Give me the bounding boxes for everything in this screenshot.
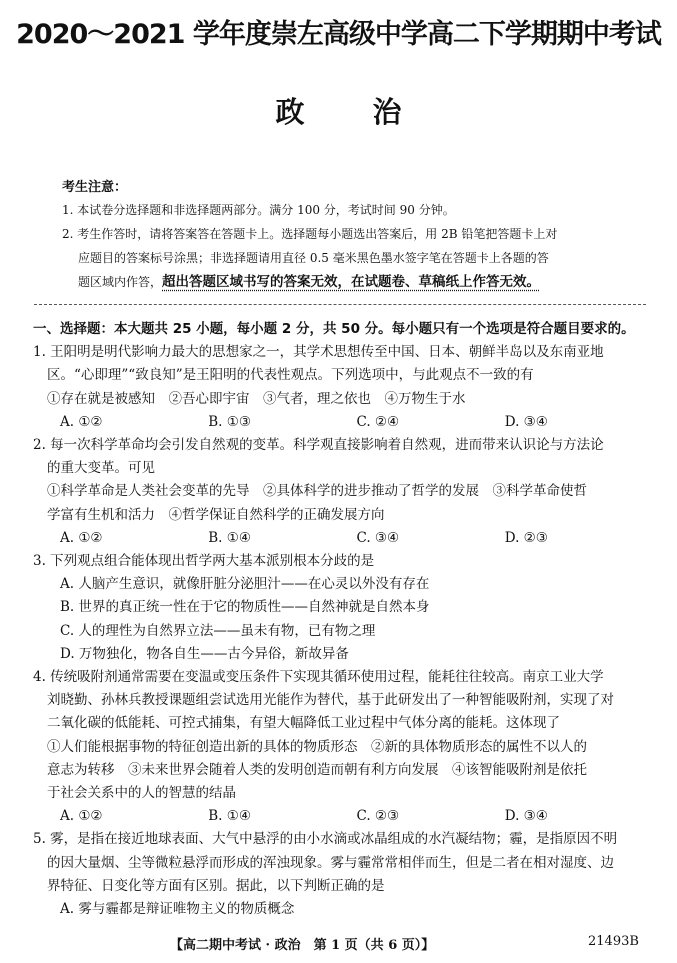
q4-line-1: 4. 传统吸附剂通常需要在变温或变压条件下实现其循环使用过程，能耗往往较高。南京工业大学	[33, 669, 604, 686]
q2-option-d: D. ②③	[504, 529, 548, 546]
q1-line-1: 1. 王阳明是明代影响力最大的思想家之一，其学术思想传至中国、日本、朝鲜半岛以及东南亚地	[33, 344, 604, 361]
q1-line-3: ①存在就是被感知 ②吾心即宇宙 ③气者，理之依也 ④万物生于水	[47, 390, 466, 407]
q4-option-c: C. ②③	[356, 808, 400, 825]
subject-char-1: 政	[275, 95, 305, 129]
question-body	[33, 318, 653, 921]
q1-line-2: 区。“心即理”“致良知”是王阳明的代表性观点。下列选项中，与此观点不一致的有	[47, 367, 534, 384]
q4-options	[33, 805, 653, 828]
q4-line-4: ①人们能根据事物的特征创造出新的具体的物质形态 ②新的具体物质形态的属性不以人的	[47, 738, 587, 755]
q1-options	[33, 411, 653, 434]
q1-option-c: C. ②④	[356, 413, 400, 430]
subject-title	[0, 90, 677, 131]
q5-line-3: 界特征、日变化等方面有区别。据此，以下判断正确的是	[47, 877, 385, 894]
q4-option-d: D. ③④	[504, 808, 548, 825]
q3-line-1: 3. 下列观点组合能体现出哲学两大基本派别根本分歧的是	[33, 553, 375, 570]
notice-item-1: 1. 本试卷分选择题和非选择题两部分。满分 100 分，考试时间 90 分钟。	[62, 203, 455, 217]
q1-option-b: B. ①③	[208, 413, 251, 430]
q4-line-6: 于社会关系中的人的智慧的结晶	[47, 785, 236, 802]
q4-option-a: A. ①②	[60, 808, 103, 825]
notice-item-2-line-2: 应题目的答案标号涂黑；非选择题请用直径 0.5 毫米黑色墨水签字笔在答题卡上各题的答	[78, 251, 549, 265]
q2-option-a: A. ①②	[60, 529, 103, 546]
q2-line-3: ①科学革命是人类社会变革的先导 ②具体科学的进步推动了哲学的发展 ③科学革命使哲	[47, 483, 587, 500]
q4-option-b: B. ①④	[208, 808, 251, 825]
candidate-notice	[62, 178, 642, 294]
q5-line-2: 的因大量烟、尘等微粒悬浮而形成的浑浊现象。雾与霾常常相伴而生，但是二者在相对湿度、边	[47, 854, 614, 871]
notice-heading: 考生注意：	[62, 180, 128, 195]
section-heading: 一、选择题：本大题共 25 小题，每小题 2 分，共 50 分。每小题只有一个选项是符合题目要求的。	[33, 321, 635, 337]
notice-emphasis: 超出答题区域书写的答案无效，在试题卷、草稿纸上作答无效。	[162, 274, 541, 290]
q1-option-d: D. ③④	[504, 413, 548, 430]
footer-exam-code: 21493B	[588, 934, 639, 949]
q3-option-b: B. 世界的真正统一性在于它的物质性——自然神就是自然本身	[60, 599, 430, 616]
q3-option-c: C. 人的理性为自然界立法——虽未有物，已有物之理	[60, 622, 376, 639]
notice-item-2-line-3	[62, 270, 642, 294]
notice-item-2-line-3-text: 题区域内作答，	[78, 275, 163, 289]
q4-line-3: 二氧化碳的低能耗、可控式捕集，有望大幅降低工业过程中气体分离的能耗。这体现了	[47, 715, 560, 732]
exam-title: 2020～2021 学年度崇左高级中学高二下学期期中考试	[16, 19, 661, 50]
q3-option-d: D. 万物独化，物各自生——古今异俗，新故异备	[60, 645, 349, 662]
q1-option-a: A. ①②	[60, 413, 103, 430]
q2-option-c: C. ③④	[356, 529, 400, 546]
q5-option-a: A. 雾与霾都是辩证唯物主义的物质概念	[60, 901, 295, 918]
q5-line-1: 5. 雾，是指在接近地球表面、大气中悬浮的由小水滴或冰晶组成的水汽凝结物；霾，是指原因不明	[33, 831, 618, 848]
q2-option-b: B. ①④	[208, 529, 251, 546]
q3-option-a: A. 人脑产生意识，就像肝脏分泌胆汁——在心灵以外没有存在	[60, 576, 430, 593]
notice-item-2-line-1: 2. 考生作答时，请将答案答在答题卡上。选择题每小题选出答案后，用 2B 铅笔把答题卡上对	[62, 227, 558, 241]
q4-line-5: 意志为转移 ③未来世界会随着人类的发明创造而朝有利方向发展 ④该智能吸附剂是依托	[47, 761, 587, 778]
section-divider	[34, 304, 646, 305]
q2-options	[33, 527, 653, 550]
q2-line-2: 的重大变革。可见	[47, 460, 155, 477]
footer-page-info: 【高二期中考试 · 政治 第 1 页（共 6 页）】	[170, 938, 435, 953]
q2-line-1: 2. 每一次科学革命均会引发自然观的变革。科学观直接影响着自然观，进而带来认识论与方法论	[33, 437, 604, 454]
subject-char-2: 治	[372, 95, 402, 129]
q4-line-2: 刘晓勤、孙林兵教授课题组尝试选用光能作为替代，基于此研发出了一种智能吸附剂，实现了对	[47, 692, 614, 709]
q2-line-4: 学富有生机和活力 ④哲学保证自然科学的正确发展方向	[47, 506, 385, 523]
